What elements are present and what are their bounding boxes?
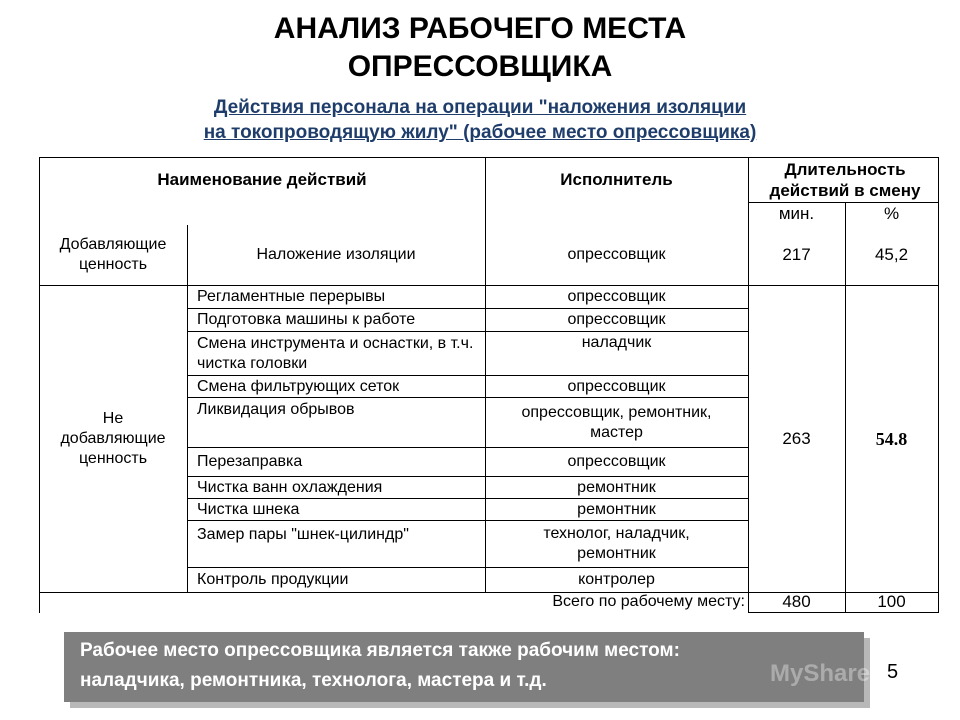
action-item: Подготовка машины к работе [197, 311, 416, 328]
note-text [80, 636, 870, 696]
note-line2: наладчика, ремонтника, технолога, мастера и т.д. [80, 670, 547, 691]
note-line1: Рабочее место опрессовщика является также рабочим местом: [80, 640, 680, 661]
slide-subtitle-line2: на токопроводящую жилу" (рабочее место опрессовщика) [203, 122, 757, 143]
action-item: Смена фильтрующих сеток [197, 377, 400, 395]
slide-subtitle-line1: Действия персонала на операции "наложения изоляции [213, 97, 747, 118]
header-actions: Наименование действий [157, 170, 367, 189]
total-label: Всего по рабочему месту: [552, 593, 745, 610]
executor-item: ремонтник [577, 500, 656, 518]
executor-item: опрессовщик [567, 311, 666, 328]
value-adding-action: Наложение изоляции [256, 246, 416, 263]
non-value-adding-percent: 54.8 [875, 428, 908, 449]
executor-item: ремонтник [577, 478, 656, 496]
slide-title-line1: АНАЛИЗ РАБОЧЕГО МЕСТА [273, 12, 687, 45]
value-adding-minutes: 217 [782, 245, 811, 264]
slide-subtitle [0, 95, 960, 145]
executor-item: технолог, наладчик, ремонтник [543, 525, 690, 562]
executor-item: опрессовщик [567, 453, 666, 470]
action-item: Ликвидация обрывов [197, 401, 355, 418]
header-percent: % [883, 203, 900, 223]
header-duration: Длительность действий в смену [769, 159, 921, 200]
action-item: Регламентные перерывы [197, 288, 386, 305]
header-minutes: мин. [778, 203, 815, 223]
slide-title [0, 10, 960, 86]
watermark: MyShared [770, 660, 885, 687]
header-executor: Исполнитель [560, 170, 673, 189]
executor-item: опрессовщик, ремонтник, мастер [521, 403, 712, 441]
action-item: Смена инструмента и оснастки, в т.ч. чистка головки [197, 334, 474, 372]
action-item: Чистка шнека [197, 500, 300, 518]
total-minutes: 480 [782, 592, 811, 611]
category-value-adding: Добавляющие ценность [59, 236, 167, 273]
action-item: Перезаправка [197, 453, 303, 470]
non-value-adding-minutes: 263 [782, 428, 811, 448]
total-percent: 100 [877, 592, 906, 611]
table-divider [748, 612, 938, 613]
executor-item: контролер [578, 571, 655, 588]
table-border-right [938, 157, 939, 613]
executor-item: опрессовщик [567, 288, 666, 305]
action-item: Контроль продукции [197, 571, 349, 588]
action-item: Замер пары "шнек-цилиндр" [197, 526, 409, 543]
slide-title-line2: ОПРЕССОВЩИКА [347, 50, 613, 83]
category-non-value-adding: Не добавляющие ценность [60, 409, 166, 467]
slide-number: 5 [887, 661, 899, 683]
value-adding-percent: 45,2 [874, 245, 909, 264]
value-adding-executor: опрессовщик [567, 246, 666, 263]
executor-item: опрессовщик [567, 377, 666, 395]
action-item: Чистка ванн охлаждения [197, 478, 383, 496]
executor-item: наладчик [581, 334, 652, 351]
